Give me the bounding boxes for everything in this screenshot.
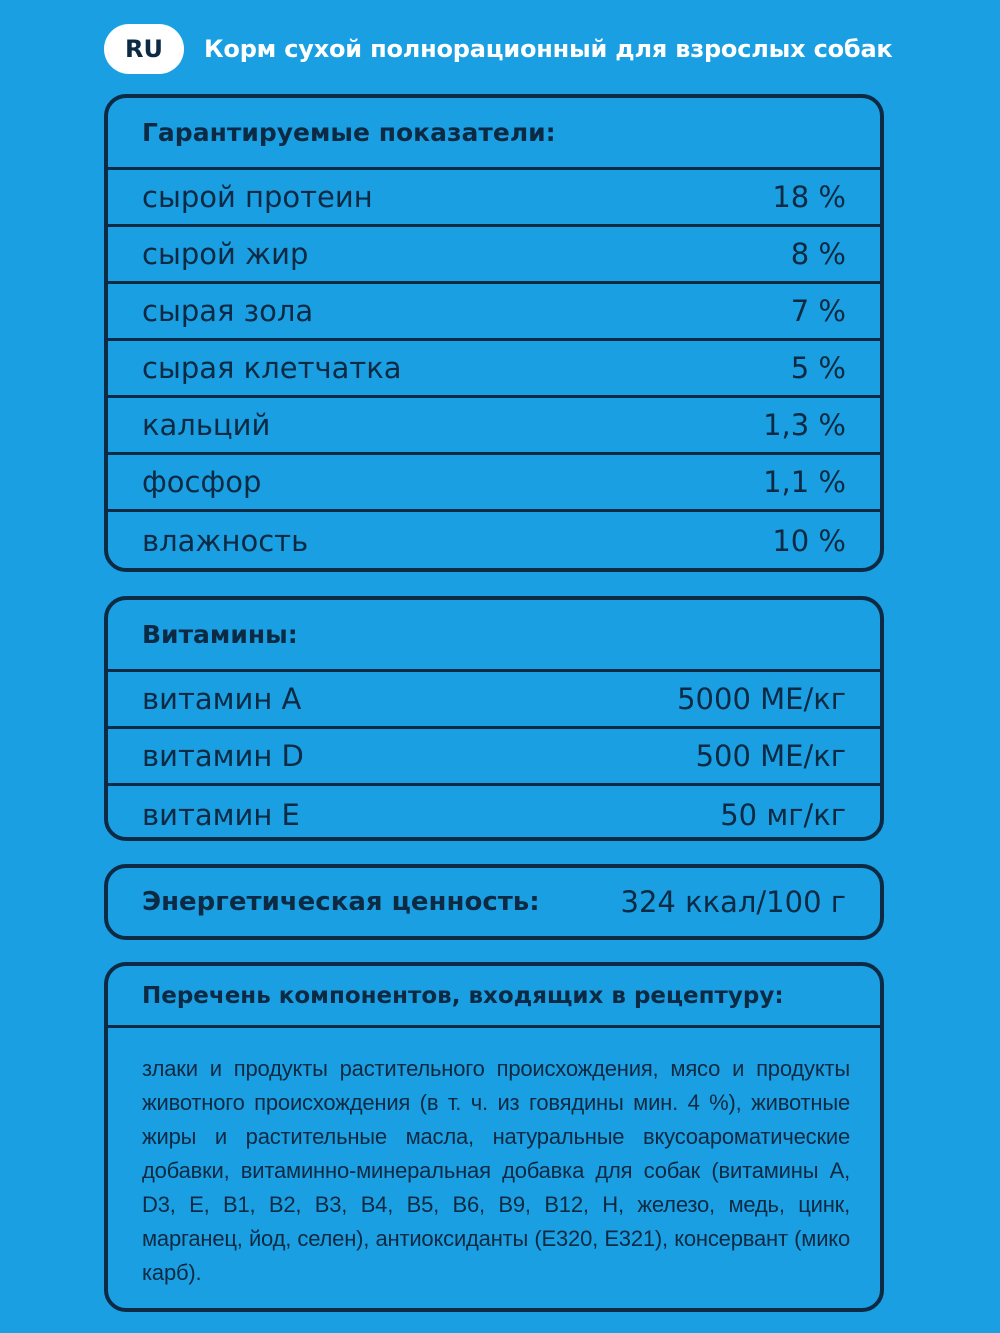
row-value: 8 % bbox=[790, 237, 846, 271]
row-value: 1,3 % bbox=[763, 408, 846, 442]
language-badge: RU bbox=[104, 24, 184, 74]
table-row bbox=[108, 341, 880, 398]
row-label: сырой жир bbox=[142, 237, 309, 271]
product-title: Корм сухой полнорационный для взрослых собак bbox=[204, 35, 893, 63]
row-label: витамин E bbox=[142, 797, 300, 832]
row-value: 5 % bbox=[790, 351, 846, 385]
row-label: витамин D bbox=[142, 739, 304, 773]
guaranteed-analysis-table bbox=[104, 94, 884, 572]
vitamins-table bbox=[104, 596, 884, 841]
row-value: 7 % bbox=[790, 294, 846, 328]
table-row bbox=[108, 512, 880, 569]
guaranteed-analysis-heading: Гарантируемые показатели: bbox=[108, 98, 880, 170]
ingredients-heading: Перечень компонентов, входящих в рецептуру: bbox=[108, 966, 880, 1028]
row-value: 10 % bbox=[772, 523, 846, 558]
energy-value: 324 ккал/100 г bbox=[620, 885, 846, 919]
row-label: сырой протеин bbox=[142, 180, 373, 214]
row-label: витамин A bbox=[142, 682, 302, 716]
energy-label: Энергетическая ценность: bbox=[142, 887, 540, 917]
row-label: кальций bbox=[142, 408, 271, 442]
table-row bbox=[108, 227, 880, 284]
table-row bbox=[108, 455, 880, 512]
row-label: фосфор bbox=[142, 465, 262, 499]
table-row bbox=[108, 284, 880, 341]
row-value: 500 МЕ/кг bbox=[695, 739, 846, 773]
row-value: 50 мг/кг bbox=[720, 797, 846, 832]
row-value: 5000 МЕ/кг bbox=[677, 682, 846, 716]
table-row bbox=[108, 170, 880, 227]
table-row bbox=[108, 786, 880, 841]
vitamins-heading: Витамины: bbox=[108, 600, 880, 672]
row-label: сырая зола bbox=[142, 294, 314, 328]
table-row bbox=[108, 398, 880, 455]
ingredients-text: злаки и продукты растительного происхождения, мясо и продукты животного происхождения (в т. ч. из говядины мин. 4 %), животные жиры и растительные масла, натуральные вкусоароматические добавки, витаминно-минеральная добавка для собак (витамины A, D3, E, B1, B2, B3, B4, B5, B6, B9, B12, H, железо, медь, цинк, марганец, йод, селен), антиоксиданты (E320, E321), консервант (мико карб). bbox=[142, 1056, 850, 1285]
row-label: сырая клетчатка bbox=[142, 351, 402, 385]
ingredients-box bbox=[104, 962, 884, 1312]
energy-value-box bbox=[104, 864, 884, 940]
table-row bbox=[108, 729, 880, 786]
row-value: 18 % bbox=[772, 180, 846, 214]
row-value: 1,1 % bbox=[763, 465, 846, 499]
header bbox=[104, 22, 893, 76]
row-label: влажность bbox=[142, 523, 309, 558]
table-row bbox=[108, 672, 880, 729]
